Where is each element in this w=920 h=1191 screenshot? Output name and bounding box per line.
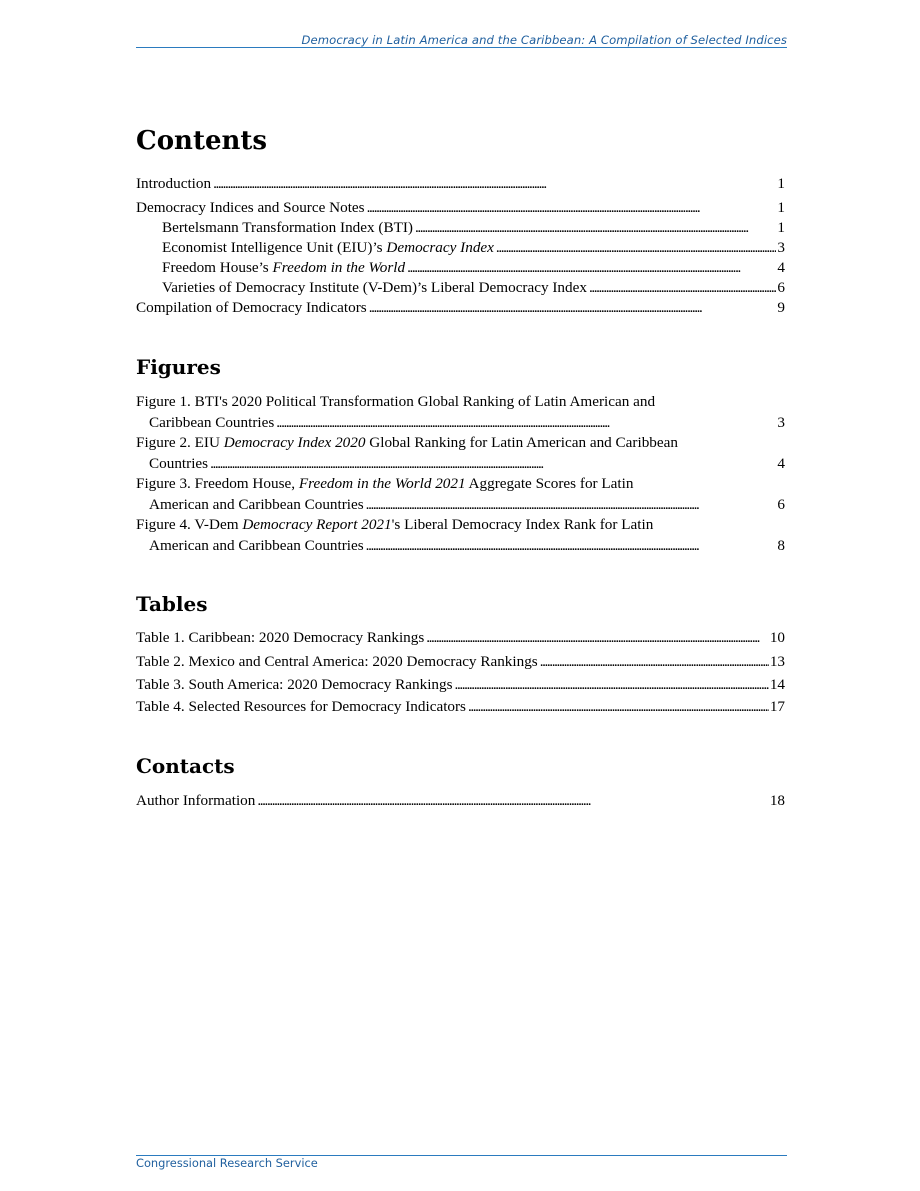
- toc-entry-label: Table 4. Selected Resources for Democracy Indicators: [136, 698, 466, 715]
- toc-entry-label: Figure 3. Freedom House, Freedom in the World 2021 Aggregate Scores for Latin: [136, 475, 634, 492]
- toc-entry-label-continued: Caribbean Countries: [149, 413, 275, 431]
- toc-page-number: 1: [777, 199, 785, 216]
- dot-leader: [540, 652, 769, 672]
- toc-entry-label: Figure 2. EIU Democracy Index 2020 Global Ranking for Latin American and Caribbean: [136, 434, 678, 451]
- toc-entry-figure-1[interactable]: [136, 392, 785, 433]
- toc-entry-table-1[interactable]: [136, 628, 785, 648]
- toc-entry-label: Compilation of Democracy Indicators: [136, 299, 367, 316]
- contacts-heading: Contacts: [136, 754, 235, 778]
- toc-entry-label-continued: American and Caribbean Countries: [149, 536, 364, 554]
- dot-leader: [455, 675, 769, 695]
- toc-page-number: 1: [777, 175, 785, 192]
- toc-entry-democracy-indices[interactable]: [136, 198, 785, 218]
- dot-leader: [257, 791, 768, 811]
- dot-leader: [589, 278, 776, 298]
- dot-leader: [496, 238, 776, 258]
- toc-page-number: 3: [777, 413, 785, 431]
- toc-entry-label: Bertelsmann Transformation Index (BTI): [162, 219, 413, 236]
- toc-page-number: 3: [777, 239, 785, 256]
- toc-entry-eiu[interactable]: [162, 238, 785, 258]
- tables-heading: Tables: [136, 592, 208, 616]
- dot-leader: [210, 454, 776, 475]
- toc-entry-figure-3[interactable]: [136, 474, 785, 515]
- toc-page-number: 14: [769, 676, 785, 693]
- toc-entry-label: Democracy Indices and Source Notes: [136, 199, 365, 216]
- header-rule: [136, 47, 787, 48]
- toc-entry-author-information[interactable]: [136, 791, 785, 811]
- toc-entry-label: Table 3. South America: 2020 Democracy Rankings: [136, 676, 453, 693]
- dot-leader: [426, 628, 769, 648]
- toc-entry-bti[interactable]: [162, 218, 785, 238]
- toc-entry-figure-2[interactable]: [136, 433, 785, 474]
- toc-entry-label: Table 1. Caribbean: 2020 Democracy Rankings: [136, 629, 425, 646]
- dot-leader: [366, 536, 777, 557]
- dot-leader: [407, 258, 776, 278]
- toc-entry-label: Introduction: [136, 175, 212, 192]
- contents-heading: Contents: [136, 126, 268, 156]
- toc-entry-table-2[interactable]: [136, 652, 785, 672]
- toc-entry-label-continued: Countries: [149, 454, 209, 472]
- toc-entry-compilation[interactable]: [136, 298, 785, 318]
- figures-heading: Figures: [136, 355, 221, 379]
- toc-page-number: 18: [769, 792, 785, 809]
- dot-leader: [366, 495, 777, 516]
- toc-page-number: 9: [777, 299, 785, 316]
- toc-entry-label: Figure 4. V-Dem Democracy Report 2021's Liberal Democracy Index Rank for Latin: [136, 516, 654, 533]
- toc-page-number: 17: [769, 698, 785, 715]
- toc-entry-label: Table 2. Mexico and Central America: 2020 Democracy Rankings: [136, 653, 538, 670]
- dot-leader: [415, 218, 776, 238]
- toc-entry-figure-4[interactable]: [136, 515, 785, 556]
- toc-page-number: 4: [777, 454, 785, 472]
- toc-entry-label: Economist Intelligence Unit (EIU)’s Democracy Index: [162, 239, 494, 256]
- dot-leader: [367, 198, 777, 218]
- toc-entry-table-4[interactable]: [136, 697, 785, 717]
- toc-page-number: 13: [769, 653, 785, 670]
- toc-entry-label: Figure 1. BTI's 2020 Political Transformation Global Ranking of Latin American and: [136, 393, 656, 410]
- dot-leader: [369, 298, 777, 318]
- dot-leader: [213, 174, 776, 194]
- toc-page-number: 1: [777, 219, 785, 236]
- toc-entry-label: Author Information: [136, 792, 256, 809]
- dot-leader: [276, 413, 776, 434]
- toc-entry-label: Freedom House’s Freedom in the World: [162, 259, 406, 276]
- toc-page-number: 10: [769, 629, 785, 646]
- running-header: Democracy in Latin America and the Caribbean: A Compilation of Selected Indices: [301, 33, 787, 47]
- toc-entry-label: Varieties of Democracy Institute (V-Dem)’s Liberal Democracy Index: [162, 279, 587, 296]
- toc-entry-vdem[interactable]: [162, 278, 785, 298]
- toc-page-number: 8: [777, 536, 785, 554]
- toc-entry-freedom-house[interactable]: [162, 258, 785, 278]
- toc-page-number: 6: [777, 495, 785, 513]
- toc-page-number: 4: [777, 259, 785, 276]
- toc-entry-introduction[interactable]: [136, 174, 785, 194]
- toc-entry-label-continued: American and Caribbean Countries: [149, 495, 364, 513]
- running-footer: Congressional Research Service: [136, 1156, 318, 1170]
- toc-page-number: 6: [777, 279, 785, 296]
- toc-entry-table-3[interactable]: [136, 675, 785, 695]
- dot-leader: [468, 697, 769, 717]
